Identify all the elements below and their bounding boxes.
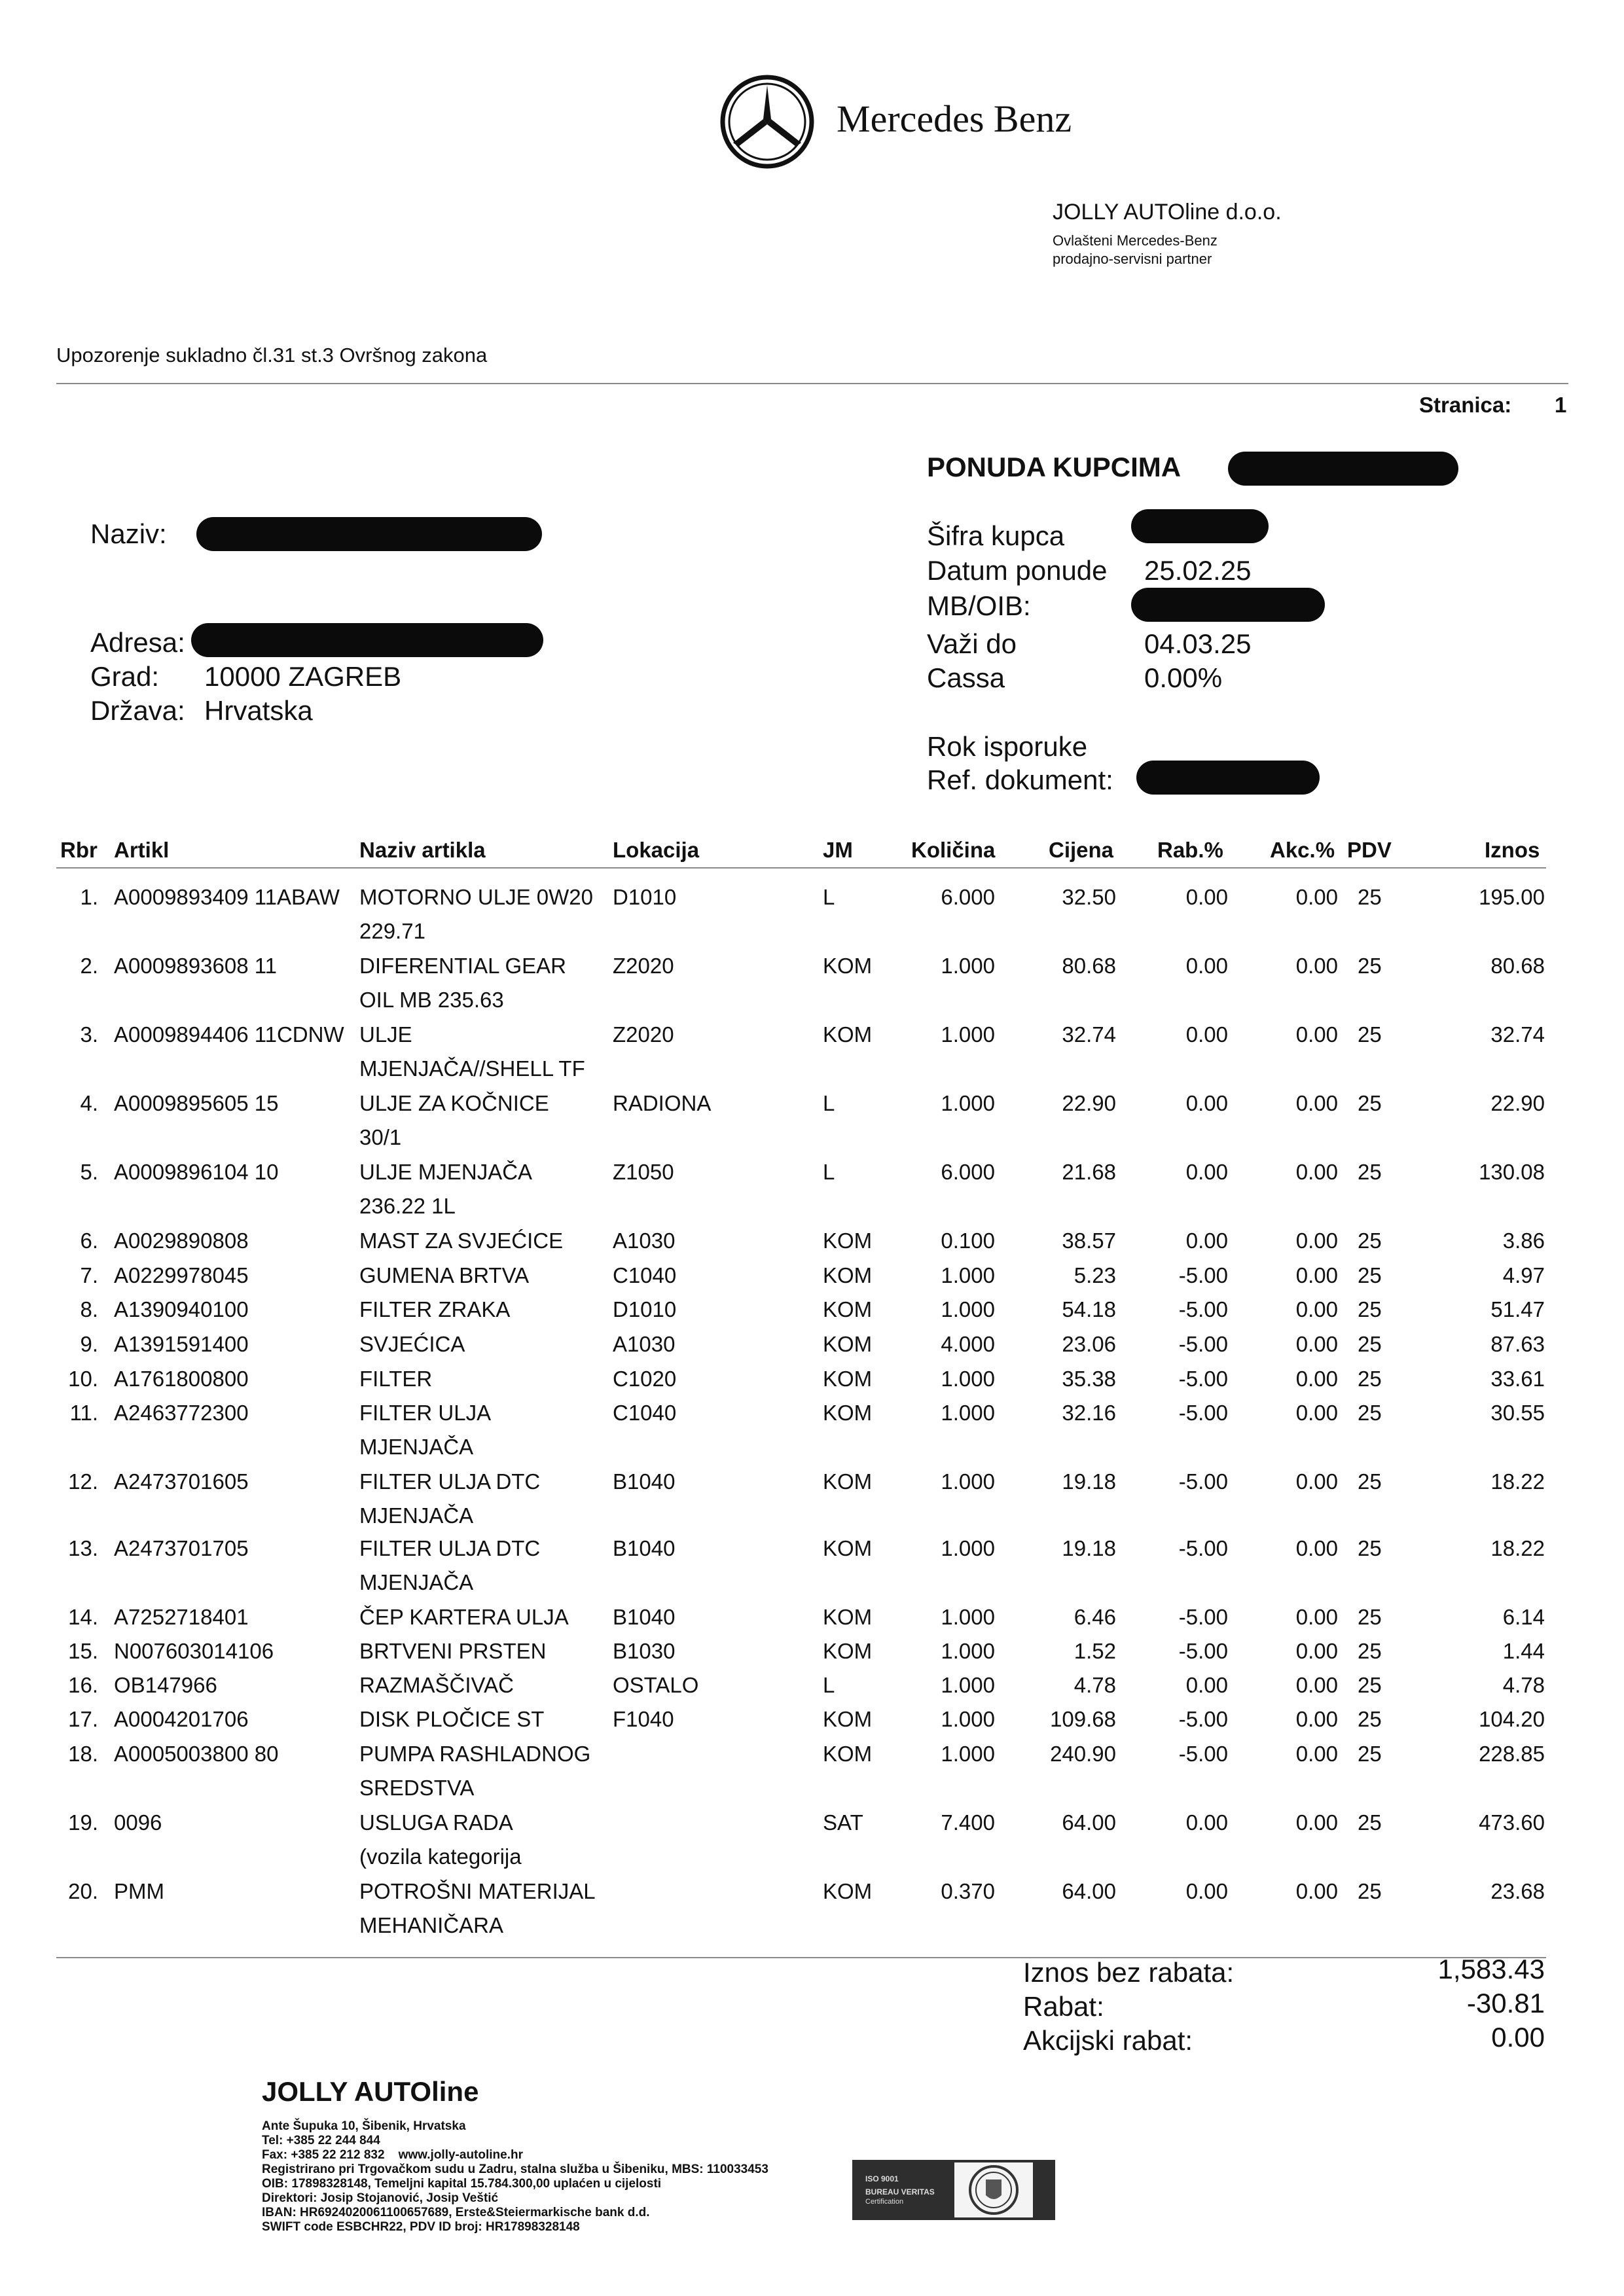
col-header-jm: JM	[823, 838, 853, 862]
row-artikl: A0009895605 15	[114, 1091, 279, 1115]
row-naziv-continued: SREDSTVA	[359, 1776, 475, 1800]
row-cijena: 38.57	[1062, 1229, 1116, 1253]
row-cijena: 4.78	[1074, 1673, 1116, 1697]
row-pdv: 25	[1358, 885, 1382, 909]
row-rbr: 4.	[80, 1091, 98, 1115]
row-lokacija: B1040	[613, 1536, 676, 1560]
drzava-label: Država:	[90, 695, 185, 726]
adresa-label: Adresa:	[90, 627, 185, 658]
footer-line: OIB: 17898328148, Temeljni kapital 15.784.300,00 uplaćen u cijelosti	[262, 2177, 662, 2191]
row-artikl: A0004201706	[114, 1707, 249, 1731]
row-naziv: BRTVENI PRSTEN	[359, 1639, 547, 1663]
row-akcija: 0.00	[1295, 1707, 1338, 1731]
row-jm: KOM	[823, 1401, 873, 1425]
row-artikl: A0009893409 11ABAW	[114, 885, 340, 909]
row-naziv: POTROŠNI MATERIJAL	[359, 1879, 596, 1903]
row-kolicina: 1.000	[941, 1091, 995, 1115]
row-lokacija: A1030	[613, 1332, 676, 1356]
row-lokacija: Z1050	[613, 1160, 674, 1184]
company-name: JOLLY AUTOline d.o.o.	[1053, 200, 1282, 224]
row-akcija: 0.00	[1295, 1332, 1338, 1356]
row-naziv: USLUGA RADA	[359, 1810, 513, 1835]
row-iznos: 22.90	[1490, 1091, 1545, 1115]
row-rabat: 0.00	[1185, 1091, 1228, 1115]
row-akcija: 0.00	[1295, 1605, 1338, 1629]
row-artikl: A1761800800	[114, 1367, 249, 1391]
row-akcija: 0.00	[1295, 1536, 1338, 1560]
row-artikl: A0009896104 10	[114, 1160, 279, 1184]
row-pdv: 25	[1358, 1469, 1382, 1494]
header-divider	[56, 383, 1568, 384]
row-iznos: 4.97	[1502, 1263, 1545, 1287]
cert-text-3: Certification	[865, 2198, 904, 2206]
row-jm: KOM	[823, 1536, 873, 1560]
row-cijena: 35.38	[1062, 1367, 1116, 1391]
row-lokacija: D1010	[613, 1297, 677, 1321]
row-iznos: 228.85	[1479, 1742, 1545, 1766]
row-rbr: 10.	[68, 1367, 98, 1391]
row-naziv-continued: MJENJAČA	[359, 1570, 474, 1594]
row-cijena: 109.68	[1050, 1707, 1116, 1731]
row-naziv-continued: 236.22 1L	[359, 1194, 456, 1218]
redacted-ref-document	[1136, 761, 1320, 795]
row-pdv: 25	[1358, 1536, 1382, 1560]
footer-line: Direktori: Josip Stojanović, Josip Veštić	[262, 2191, 499, 2205]
row-kolicina: 1.000	[941, 1367, 995, 1391]
row-cijena: 22.90	[1062, 1091, 1116, 1115]
cassa-value: 0.00%	[1144, 662, 1223, 693]
row-pdv: 25	[1358, 1879, 1382, 1903]
row-akcija: 0.00	[1295, 1229, 1338, 1253]
row-rbr: 17.	[68, 1707, 98, 1731]
row-jm: L	[823, 1091, 835, 1115]
row-jm: KOM	[823, 1639, 873, 1663]
row-rabat: -5.00	[1178, 1332, 1228, 1356]
row-rabat: -5.00	[1178, 1707, 1228, 1731]
row-iznos: 6.14	[1502, 1605, 1545, 1629]
row-rbr: 16.	[68, 1673, 98, 1697]
row-naziv: MOTORNO ULJE 0W20	[359, 885, 593, 909]
row-naziv: FILTER ULJA DTC	[359, 1469, 541, 1494]
row-pdv: 25	[1358, 1639, 1382, 1663]
row-jm: SAT	[823, 1810, 863, 1835]
row-rbr: 12.	[68, 1469, 98, 1494]
ref-dokument-label: Ref. dokument:	[927, 764, 1113, 795]
row-naziv-continued: MEHANIČARA	[359, 1913, 504, 1937]
row-rbr: 15.	[68, 1639, 98, 1663]
row-cijena: 32.50	[1062, 885, 1116, 909]
row-naziv: MAST ZA SVJEĆICE	[359, 1229, 564, 1253]
row-rabat: -5.00	[1178, 1297, 1228, 1321]
row-artikl: A2463772300	[114, 1401, 249, 1425]
row-rbr: 7.	[80, 1263, 98, 1287]
row-rabat: 0.00	[1185, 1022, 1228, 1047]
row-pdv: 25	[1358, 1263, 1382, 1287]
row-kolicina: 0.100	[941, 1229, 995, 1253]
row-naziv-continued: 229.71	[359, 919, 425, 943]
row-pdv: 25	[1358, 1332, 1382, 1356]
row-naziv: ULJE	[359, 1022, 412, 1047]
row-lokacija: B1040	[613, 1605, 676, 1629]
row-iznos: 32.74	[1490, 1022, 1545, 1047]
row-rbr: 6.	[80, 1229, 98, 1253]
row-akcija: 0.00	[1295, 1742, 1338, 1766]
row-naziv-continued: MJENJAČA	[359, 1435, 474, 1459]
table-footer-divider	[56, 1957, 1546, 1958]
row-rbr: 1.	[80, 885, 98, 909]
row-kolicina: 1.000	[941, 1742, 995, 1766]
akcijski-rabat-value: 0.00	[1491, 2022, 1545, 2053]
row-artikl: A0229978045	[114, 1263, 249, 1287]
row-lokacija: C1020	[613, 1367, 677, 1391]
row-akcija: 0.00	[1295, 1022, 1338, 1047]
row-rbr: 11.	[69, 1401, 98, 1425]
row-lokacija: D1010	[613, 885, 677, 909]
row-akcija: 0.00	[1295, 1297, 1338, 1321]
row-akcija: 0.00	[1295, 1401, 1338, 1425]
row-rabat: -5.00	[1178, 1263, 1228, 1287]
col-header-naziv: Naziv artikla	[359, 838, 486, 862]
row-iznos: 130.08	[1479, 1160, 1545, 1184]
row-akcija: 0.00	[1295, 1469, 1338, 1494]
row-naziv: GUMENA BRTVA	[359, 1263, 530, 1287]
row-naziv: DIFERENTIAL GEAR	[359, 954, 566, 978]
row-cijena: 64.00	[1062, 1879, 1116, 1903]
col-header-akc: Akc.%	[1270, 838, 1335, 862]
row-pdv: 25	[1358, 1673, 1382, 1697]
row-kolicina: 1.000	[941, 1673, 995, 1697]
footer-brand: JOLLY AUTOline	[262, 2076, 479, 2107]
brand-title: Mercedes Benz	[837, 98, 1072, 140]
vazi-do-label: Važi do	[927, 628, 1017, 659]
row-akcija: 0.00	[1295, 1160, 1338, 1184]
row-rabat: -5.00	[1178, 1469, 1228, 1494]
row-akcija: 0.00	[1295, 1810, 1338, 1835]
col-header-lokacija: Lokacija	[613, 838, 700, 862]
row-lokacija: B1030	[613, 1639, 676, 1663]
row-iznos: 3.86	[1502, 1229, 1545, 1253]
bureau-veritas-seal-icon	[954, 2162, 1033, 2217]
row-kolicina: 1.000	[941, 1297, 995, 1321]
datum-ponude-label: Datum ponude	[927, 555, 1108, 586]
row-cijena: 23.06	[1062, 1332, 1116, 1356]
row-cijena: 64.00	[1062, 1810, 1116, 1835]
company-subtitle-1: Ovlašteni Mercedes-Benz	[1053, 232, 1218, 249]
row-akcija: 0.00	[1295, 1673, 1338, 1697]
row-pdv: 25	[1358, 1810, 1382, 1835]
row-lokacija: Z2020	[613, 1022, 674, 1047]
row-pdv: 25	[1358, 1022, 1382, 1047]
cassa-label: Cassa	[927, 662, 1005, 693]
redacted-customer-address	[191, 623, 543, 657]
row-lokacija: Z2020	[613, 954, 674, 978]
row-jm: KOM	[823, 1879, 873, 1903]
footer-line: IBAN: HR6924020061100657689, Erste&Steiermarkische bank d.d.	[262, 2206, 650, 2219]
row-rabat: 0.00	[1185, 885, 1228, 909]
row-jm: KOM	[823, 1229, 873, 1253]
row-jm: L	[823, 1160, 835, 1184]
footer-line: Ante Šupuka 10, Šibenik, Hrvatska	[262, 2119, 466, 2133]
row-rbr: 8.	[80, 1297, 98, 1321]
cert-text-2: BUREAU VERITAS	[865, 2187, 935, 2197]
row-rbr: 5.	[80, 1160, 98, 1184]
row-naziv: FILTER ULJA	[359, 1401, 492, 1425]
row-rabat: -5.00	[1178, 1605, 1228, 1629]
row-lokacija: C1040	[613, 1263, 677, 1287]
row-naziv-continued: (vozila kategorija	[359, 1844, 522, 1869]
iznos-bez-rabata-label: Iznos bez rabata:	[1023, 1957, 1235, 1988]
row-naziv: FILTER ZRAKA	[359, 1297, 511, 1321]
footer-line: SWIFT code ESBCHR22, PDV ID broj: HR17898328148	[262, 2220, 580, 2234]
row-lokacija: F1040	[613, 1707, 674, 1731]
redacted-offer-number	[1228, 452, 1458, 486]
row-kolicina: 1.000	[941, 1401, 995, 1425]
row-cijena: 6.46	[1074, 1605, 1116, 1629]
row-pdv: 25	[1358, 1160, 1382, 1184]
sifra-kupca-label: Šifra kupca	[927, 520, 1065, 551]
row-rbr: 14.	[68, 1605, 98, 1629]
grad-value: 10000 ZAGREB	[204, 661, 402, 692]
row-pdv: 25	[1358, 1091, 1382, 1115]
row-artikl: PMM	[114, 1879, 164, 1903]
row-naziv: ULJE ZA KOČNICE	[359, 1091, 549, 1115]
rabat-label: Rabat:	[1023, 1991, 1104, 2022]
table-header-divider	[56, 867, 1546, 869]
col-header-iznos: Iznos	[1485, 838, 1540, 862]
row-rabat: 0.00	[1185, 1673, 1228, 1697]
row-rabat: 0.00	[1185, 954, 1228, 978]
col-header-pdv: PDV	[1347, 838, 1392, 862]
row-naziv: DISK PLOČICE ST	[359, 1707, 545, 1731]
row-artikl: A0009893608 11	[114, 954, 277, 978]
iznos-bez-rabata-value: 1,583.43	[1437, 1954, 1545, 1984]
row-artikl: A0005003800 80	[114, 1742, 279, 1766]
row-lokacija: B1040	[613, 1469, 676, 1494]
row-lokacija: OSTALO	[613, 1673, 699, 1697]
drzava-value: Hrvatska	[204, 695, 313, 726]
row-jm: KOM	[823, 1297, 873, 1321]
row-jm: L	[823, 1673, 835, 1697]
datum-ponude-value: 25.02.25	[1144, 555, 1252, 586]
page-label: Stranica:	[1419, 393, 1512, 417]
row-iznos: 87.63	[1490, 1332, 1545, 1356]
row-naziv: RAZMAŠČIVAČ	[359, 1673, 514, 1697]
row-akcija: 0.00	[1295, 1091, 1338, 1115]
row-akcija: 0.00	[1295, 1367, 1338, 1391]
row-kolicina: 7.400	[941, 1810, 995, 1835]
row-iznos: 4.78	[1502, 1673, 1545, 1697]
row-akcija: 0.00	[1295, 954, 1338, 978]
row-pdv: 25	[1358, 1742, 1382, 1766]
row-kolicina: 1.000	[941, 954, 995, 978]
row-akcija: 0.00	[1295, 1263, 1338, 1287]
row-lokacija: A1030	[613, 1229, 676, 1253]
row-artikl: A1391591400	[114, 1332, 249, 1356]
row-iznos: 30.55	[1490, 1401, 1545, 1425]
row-kolicina: 1.000	[941, 1707, 995, 1731]
row-rbr: 9.	[80, 1332, 98, 1356]
legal-warning: Upozorenje sukladno čl.31 st.3 Ovršnog zakona	[56, 344, 488, 367]
redacted-mb-oib	[1131, 588, 1325, 622]
row-artikl: A0029890808	[114, 1229, 249, 1253]
row-naziv-continued: 30/1	[359, 1125, 402, 1149]
bureau-veritas-cert-badge	[852, 2160, 1055, 2220]
footer-line: Registrirano pri Trgovačkom sudu u Zadru, stalna služba u Šibeniku, MBS: 110033453	[262, 2162, 768, 2176]
row-naziv-continued: OIL MB 235.63	[359, 988, 504, 1012]
row-artikl: OB147966	[114, 1673, 217, 1697]
row-akcija: 0.00	[1295, 1879, 1338, 1903]
row-naziv-continued: MJENJAČA	[359, 1503, 474, 1528]
row-cijena: 21.68	[1062, 1160, 1116, 1184]
row-artikl: 0096	[114, 1810, 162, 1835]
row-rabat: -5.00	[1178, 1639, 1228, 1663]
row-rbr: 20.	[68, 1879, 98, 1903]
rok-isporuke-label: Rok isporuke	[927, 731, 1088, 762]
row-naziv: FILTER ULJA DTC	[359, 1536, 541, 1560]
row-artikl: A0009894406 11CDNW	[114, 1022, 344, 1047]
row-cijena: 1.52	[1074, 1639, 1116, 1663]
row-naziv-continued: MJENJAČA//SHELL TF	[359, 1056, 585, 1081]
row-kolicina: 0.370	[941, 1879, 995, 1903]
row-iznos: 51.47	[1490, 1297, 1545, 1321]
row-kolicina: 4.000	[941, 1332, 995, 1356]
row-kolicina: 1.000	[941, 1022, 995, 1047]
row-cijena: 80.68	[1062, 954, 1116, 978]
redacted-customer-name	[196, 517, 542, 551]
col-header-artikl: Artikl	[114, 838, 170, 862]
row-pdv: 25	[1358, 1297, 1382, 1321]
row-kolicina: 6.000	[941, 885, 995, 909]
row-rabat: 0.00	[1185, 1160, 1228, 1184]
col-header-rab: Rab.%	[1157, 838, 1223, 862]
redacted-customer-code	[1131, 509, 1269, 543]
row-kolicina: 6.000	[941, 1160, 995, 1184]
company-subtitle-2: prodajno-servisni partner	[1053, 251, 1212, 267]
row-cijena: 5.23	[1074, 1263, 1116, 1287]
row-pdv: 25	[1358, 1707, 1382, 1731]
grad-label: Grad:	[90, 661, 160, 692]
row-artikl: A2473701705	[114, 1536, 249, 1560]
row-pdv: 25	[1358, 1401, 1382, 1425]
row-naziv: FILTER	[359, 1367, 433, 1391]
row-rbr: 19.	[68, 1810, 98, 1835]
row-pdv: 25	[1358, 1229, 1382, 1253]
row-iznos: 1.44	[1502, 1639, 1545, 1663]
row-iznos: 18.22	[1490, 1469, 1545, 1494]
row-kolicina: 1.000	[941, 1536, 995, 1560]
offer-title: PONUDA KUPCIMA	[927, 452, 1182, 482]
row-jm: KOM	[823, 1742, 873, 1766]
col-header-cijena: Cijena	[1049, 838, 1114, 862]
mercedes-star-logo-icon	[719, 73, 816, 170]
row-jm: KOM	[823, 1263, 873, 1287]
row-jm: KOM	[823, 1469, 873, 1494]
row-akcija: 0.00	[1295, 1639, 1338, 1663]
row-kolicina: 1.000	[941, 1639, 995, 1663]
row-kolicina: 1.000	[941, 1605, 995, 1629]
row-jm: KOM	[823, 954, 873, 978]
row-iznos: 104.20	[1479, 1707, 1545, 1731]
row-cijena: 32.74	[1062, 1022, 1116, 1047]
row-lokacija: C1040	[613, 1401, 677, 1425]
row-kolicina: 1.000	[941, 1469, 995, 1494]
row-cijena: 19.18	[1062, 1469, 1116, 1494]
col-header-rbr: Rbr	[60, 838, 98, 862]
row-naziv: PUMPA RASHLADNOG	[359, 1742, 591, 1766]
row-iznos: 33.61	[1490, 1367, 1545, 1391]
row-jm: KOM	[823, 1707, 873, 1731]
row-naziv: SVJEĆICA	[359, 1332, 465, 1356]
akcijski-rabat-label: Akcijski rabat:	[1023, 2025, 1193, 2056]
row-cijena: 32.16	[1062, 1401, 1116, 1425]
row-jm: L	[823, 885, 835, 909]
row-rabat: 0.00	[1185, 1229, 1228, 1253]
row-jm: KOM	[823, 1332, 873, 1356]
row-rabat: 0.00	[1185, 1879, 1228, 1903]
row-naziv: ULJE MJENJAČA	[359, 1160, 533, 1184]
footer-line: Tel: +385 22 244 844	[262, 2134, 380, 2147]
row-lokacija: RADIONA	[613, 1091, 712, 1115]
row-pdv: 25	[1358, 1605, 1382, 1629]
row-rabat: 0.00	[1185, 1810, 1228, 1835]
naziv-label: Naziv:	[90, 518, 167, 549]
row-cijena: 240.90	[1050, 1742, 1116, 1766]
row-cijena: 54.18	[1062, 1297, 1116, 1321]
row-kolicina: 1.000	[941, 1263, 995, 1287]
row-pdv: 25	[1358, 954, 1382, 978]
row-naziv: ČEP KARTERA ULJA	[359, 1605, 569, 1629]
row-iznos: 80.68	[1490, 954, 1545, 978]
row-rbr: 18.	[68, 1742, 98, 1766]
row-rbr: 2.	[80, 954, 98, 978]
row-rabat: -5.00	[1178, 1367, 1228, 1391]
row-cijena: 19.18	[1062, 1536, 1116, 1560]
mb-oib-label: MB/OIB:	[927, 590, 1031, 621]
col-header-kolicina: Količina	[911, 838, 996, 862]
row-rbr: 3.	[80, 1022, 98, 1047]
row-iznos: 195.00	[1479, 885, 1545, 909]
row-artikl: A2473701605	[114, 1469, 249, 1494]
row-rabat: -5.00	[1178, 1401, 1228, 1425]
vazi-do-value: 04.03.25	[1144, 628, 1252, 659]
row-artikl: A1390940100	[114, 1297, 249, 1321]
row-iznos: 473.60	[1479, 1810, 1545, 1835]
row-pdv: 25	[1358, 1367, 1382, 1391]
row-akcija: 0.00	[1295, 885, 1338, 909]
row-iznos: 18.22	[1490, 1536, 1545, 1560]
row-artikl: N007603014106	[114, 1639, 274, 1663]
page-number: 1	[1555, 393, 1567, 417]
row-rabat: -5.00	[1178, 1536, 1228, 1560]
rabat-value: -30.81	[1466, 1988, 1545, 2018]
row-iznos: 23.68	[1490, 1879, 1545, 1903]
row-jm: KOM	[823, 1367, 873, 1391]
row-jm: KOM	[823, 1022, 873, 1047]
row-rabat: -5.00	[1178, 1742, 1228, 1766]
row-jm: KOM	[823, 1605, 873, 1629]
footer-line: Fax: +385 22 212 832 www.jolly-autoline.hr	[262, 2148, 523, 2162]
cert-text-1: ISO 9001	[865, 2174, 899, 2183]
row-artikl: A7252718401	[114, 1605, 249, 1629]
row-rbr: 13.	[68, 1536, 98, 1560]
